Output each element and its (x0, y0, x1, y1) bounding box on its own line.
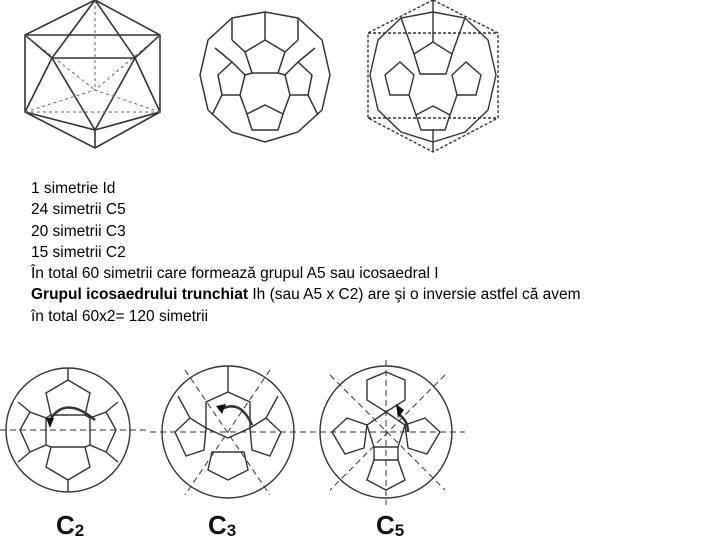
line-3: 20 simetrii C3 (31, 222, 126, 240)
label-c3-letter: C (208, 510, 227, 540)
label-c3 (208, 510, 236, 541)
line-6-rest: Ih (sau A5 x C2) are şi o inversie astfel că avem (248, 286, 581, 304)
label-c5 (376, 510, 404, 541)
c5-axis-figure (310, 360, 465, 505)
line-6-bold: Grupul icosaedrului trunchiat (31, 286, 249, 304)
line-4: 15 simetrii C2 (31, 243, 126, 261)
line-2: 24 simetrii C5 (31, 201, 126, 219)
line-1: 1 simetrie Id (31, 180, 116, 197)
line-6 (31, 284, 581, 305)
c3-axis-figure (150, 366, 310, 498)
label-c2-letter: C (56, 510, 75, 540)
label-c3-sub: 3 (226, 521, 237, 540)
top-figures (0, 0, 720, 160)
line-5: În total 60 simetrii care formează grupul A5 sau icosaedral I (31, 265, 439, 283)
label-c2 (56, 510, 84, 541)
bottom-figures (0, 355, 720, 540)
label-c5-sub: 5 (394, 521, 405, 540)
label-c5-letter: C (376, 510, 395, 540)
icosahedron-figure (25, 0, 160, 148)
truncated-icosahedron-figure (200, 12, 330, 142)
label-c2-sub: 2 (74, 521, 85, 540)
line-7: în total 60x2= 120 simetrii (31, 307, 209, 325)
c2-axis-figure (0, 368, 150, 492)
truncated-icosahedron-in-icosahedron-figure (368, 0, 498, 152)
symmetry-text (31, 178, 581, 327)
